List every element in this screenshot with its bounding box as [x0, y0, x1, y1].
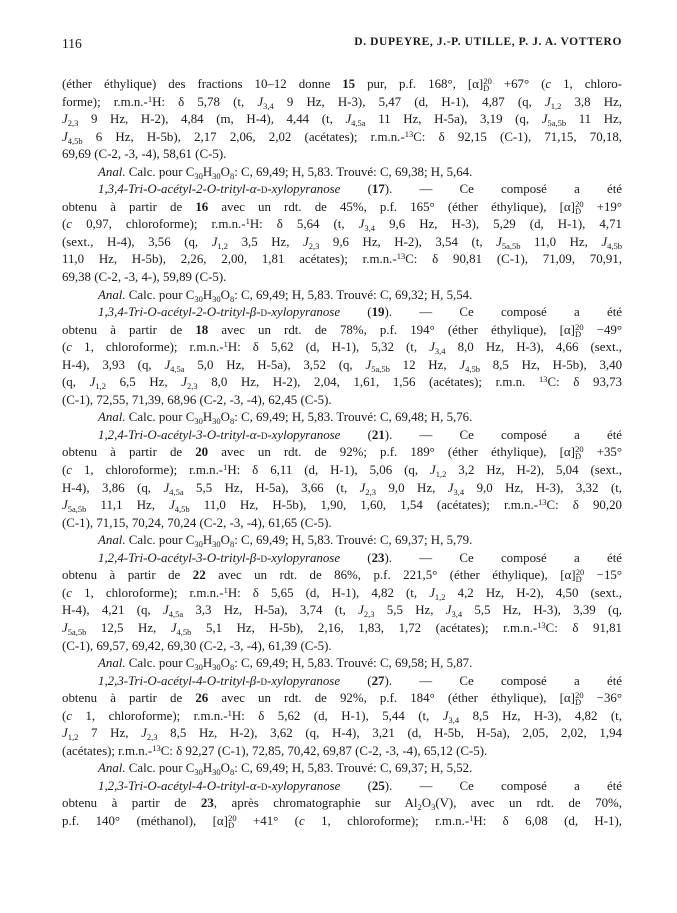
- text-line: $J_{5a,5b}$ 12,5 Hz, $J_{4,5b}$ 5,1 Hz, H-5b), 2,16, 1,83, 1,72 (acétates); r.m.n.-$^{13}$C: δ 91,81: [62, 619, 622, 637]
- text-line: (C-1), 71,15, 70,24, 70,24 (C-2, -3, -4), 61,65 (C-5).: [62, 515, 332, 530]
- text-line: obtenu à partir de 22 avec un rdt. de 86%, p.f. 221,5° (éther éthylique), $[\alpha]_D^{20} -15^\circ$: [62, 567, 622, 585]
- body-text: [62, 76, 622, 831]
- text-line: Anal. Calc. pour $C_{30}H_{30}O_8$: C, 69,49; H, 5,83. Trouvé: C, 69,37; H, 5,52.: [98, 761, 473, 778]
- text-line: 69,69 (C-2, -3, -4), 58,61 (C-5).: [62, 147, 227, 162]
- text-line: (éther éthylique) des fractions 10–12 donne 15 pur, p.f. 168°, $[\alpha]_D^{20} +67^\circ$ (c 1, chloro-: [62, 76, 622, 93]
- text-line: $J_{4,5b}$ 6 Hz, H-5b), 2,17 2,06, 2,02 (acétates); r.m.n.-$^{13}$C: δ 92,15 (C-1), 71,15, 70,18,: [62, 128, 623, 146]
- running-head: D. DUPEYRE, J.-P. UTILLE, P. J. A. VOTTERO: [354, 36, 622, 48]
- text-line: p.f. 140° (méthanol), $[\alpha]_D^{20} +41^\circ$ (c 1, chloroforme); r.m.n.-$^1$H: δ 6,08 (d, H-1),: [62, 812, 622, 830]
- text-line: Anal. Calc. pour $C_{30}H_{30}O_8$: C, 69,49; H, 5,83. Trouvé: C, 69,38; H, 5,64.: [98, 164, 473, 181]
- text-line: 69,38 (C-2, -3, 4-), 59,89 (C-5).: [62, 270, 227, 285]
- text-line: $J_{1,2}$ 7 Hz, $J_{2,3}$ 8,5 Hz, H-2), 3,62 (q, H-4), 3,21 (d, H-5b, H-5a), 2,05, 2,02, 1,94: [62, 726, 622, 743]
- text-line: Anal. Calc. pour $C_{30}H_{30}O_8$: C, 69,49; H, 5,83. Trouvé: C, 69,37; H, 5,79.: [98, 533, 473, 550]
- text-line: H-4), 3,86 (q, $J_{4,5a}$ 5,5 Hz, H-5a), 3,66 (t, $J_{2,3}$ 9,0 Hz, $J_{3,4}$ 9,0 Hz, H-3), 3,32 (t,: [62, 480, 622, 497]
- text-line: obtenu à partir de 18 avec un rdt. de 78%, p.f. 194° (éther éthylique), $[\alpha]_D^{20} -49^\circ$: [62, 321, 623, 339]
- text-line: 1,2,3-Tri-O-acétyl-4-O-trityl-α-d-xylopyranose (25). — Ce composé a été: [98, 778, 622, 793]
- text-line: (c 1, chloroforme); r.m.n.-$^1$H: δ 5,62 (d, H-1), 5,44 (t, $J_{3,4}$ 8,5 Hz, H-3), 4,82 (t,: [62, 707, 622, 725]
- page-header: [62, 36, 622, 56]
- text-line: (acétates); r.m.n.-$^{13}$C: δ 92,27 (C-1), 72,85, 70,42, 69,87 (C-2, -3, -4), 65,12 (C-5).: [62, 742, 488, 758]
- text-line: $J_{2,3}$ 9 Hz, H-2), 4,84 (m, H-4), 4,44 (t, $J_{4,5a}$ 11 Hz, H-5a), 3,19 (q, $J_{5a,5b}$ 11 Hz,: [62, 112, 622, 129]
- text-line: H-4), 3,93 (q, $J_{4,5a}$ 5,0 Hz, H-5a), 3,52 (q, $J_{5a,5b}$ 12 Hz, $J_{4,5b}$ 8,5 Hz, H-5b), 3,40: [62, 357, 623, 374]
- text-line: forme); r.m.n.-$^1$H: δ 5,78 (t, $J_{3,4}$ 9 Hz, H-3), 5,47 (d, H-1), 4,87 (q, $J_{1,2}$ 3,8 Hz,: [62, 93, 623, 111]
- text-line: (C-1), 72,55, 71,39, 68,96 (C-2, -3, -4), 62,45 (C-5).: [62, 392, 332, 407]
- text-line: (c 0,97, chloroforme); r.m.n.-$^1$H: δ 5,64 (t, $J_{3,4}$ 9,6 Hz, H-3), 5,29 (d, H-1), 4,71: [62, 216, 622, 234]
- text-line: (sext., H-4), 3,56 (q, $J_{1,2}$ 3,5 Hz, $J_{2,3}$ 9,6 Hz, H-2), 3,54 (t, $J_{5a,5b}$ 11,0 Hz, $J_{4,5b}$: [62, 234, 622, 251]
- text-line: (c 1, chloroforme); r.m.n.-$^1$H: δ 5,62 (d, H-1), 5,32 (t, $J_{3,4}$ 8,0 Hz, H-3), 4,66 (sext.,: [62, 339, 622, 357]
- text-line: 11,0 Hz, H-5b), 2,26, 2,00, 1,81 acétates); r.m.n.-$^{13}$C: δ 90,81 (C-1), 71,09, 70,91,: [62, 251, 623, 267]
- text-line: obtenu à partir de 26 avec un rdt. de 92%, p.f. 184° (éther éthylique), $[\alpha]_D^{20} -36^\circ$: [62, 690, 623, 708]
- text-line: Anal. Calc. pour $C_{30}H_{30}O_8$: C, 69,49; H, 5,83. Trouvé: C, 69,58; H, 5,87.: [98, 656, 473, 673]
- text-line: (C-1), 69,57, 69,42, 69,30 (C-2, -3, -4), 61,39 (C-5).: [62, 638, 332, 653]
- text-line: (c 1, chloroforme); r.m.n.-$^1$H: δ 5,65 (d, H-1), 4,82 (t, $J_{1,2}$ 4,2 Hz, H-2), 4,50 (sext.,: [62, 584, 622, 602]
- text-line: 1,2,4-Tri-O-acétyl-3-O-trityl-β-d-xylopyranose (23). — Ce composé a été: [98, 550, 622, 565]
- text-line: Anal. Calc. pour $C_{30}H_{30}O_8$: C, 69,49; H, 5,83. Trouvé: C, 69,48; H, 5,76.: [98, 410, 473, 427]
- text-line: H-4), 4,21 (q, $J_{4,5a}$ 3,3 Hz, H-5a), 3,74 (t, $J_{2,3}$ 5,5 Hz, $J_{3,4}$ 5,5 Hz, H-3), 3,39 (q,: [62, 603, 622, 620]
- page-number: 116: [62, 36, 82, 51]
- text-line: obtenu à partir de 20 avec un rdt. de 92%; p.f. 189° (éther éthylique), $[\alpha]_D^{20} +35^\circ$: [62, 444, 622, 462]
- text-line: 1,2,4-Tri-O-acétyl-3-O-trityl-α-d-xylopyranose (21). — Ce composé a été: [98, 427, 622, 442]
- text-line: obtenu à partir de 16 avec un rdt. de 45%, p.f. 165° (éther éthylique), $[\alpha]_D^{20} +19^\circ$: [62, 198, 623, 216]
- text-line: 1,3,4-Tri-O-acétyl-2-O-trityl-β-d-xylopyranose (19). — Ce composé a été: [98, 305, 622, 320]
- text-line: (q, $J_{1,2}$ 6,5 Hz, $J_{2,3}$ 8,0 Hz, H-2), 2,04, 1,61, 1,56 (acétates); r.m.n. $^{13}$C: δ 93,73: [62, 374, 623, 392]
- text-line: $J_{5a,5b}$ 11,1 Hz, $J_{4,5b}$ 11,0 Hz, H-5b), 1,90, 1,60, 1,54 (acétates); r.m.n.-$^{13}$C: δ 90,20: [62, 497, 622, 515]
- text-line: (c 1, chloroforme); r.m.n.-$^1$H: δ 6,11 (d, H-1), 5,06 (q, $J_{1,2}$ 3,2 Hz, H-2), 5,04 (sext.,: [62, 462, 622, 480]
- text-line: 1,3,4-Tri-O-acétyl-2-O-trityl-α-d-xylopyranose (17). — Ce composé a été: [98, 182, 622, 197]
- text-line: obtenu à partir de 23, après chromatographie sur $Al_2O_3(V)$, avec un rdt. de 70%,: [62, 796, 623, 813]
- text-line: 1,2,3-Tri-O-acétyl-4-O-trityl-β-d-xylopyranose (27). — Ce composé a été: [98, 673, 622, 688]
- text-line: Anal. Calc. pour $C_{30}H_{30}O_8$: C, 69,49; H, 5,83. Trouvé: C, 69,32; H, 5,54.: [98, 287, 473, 304]
